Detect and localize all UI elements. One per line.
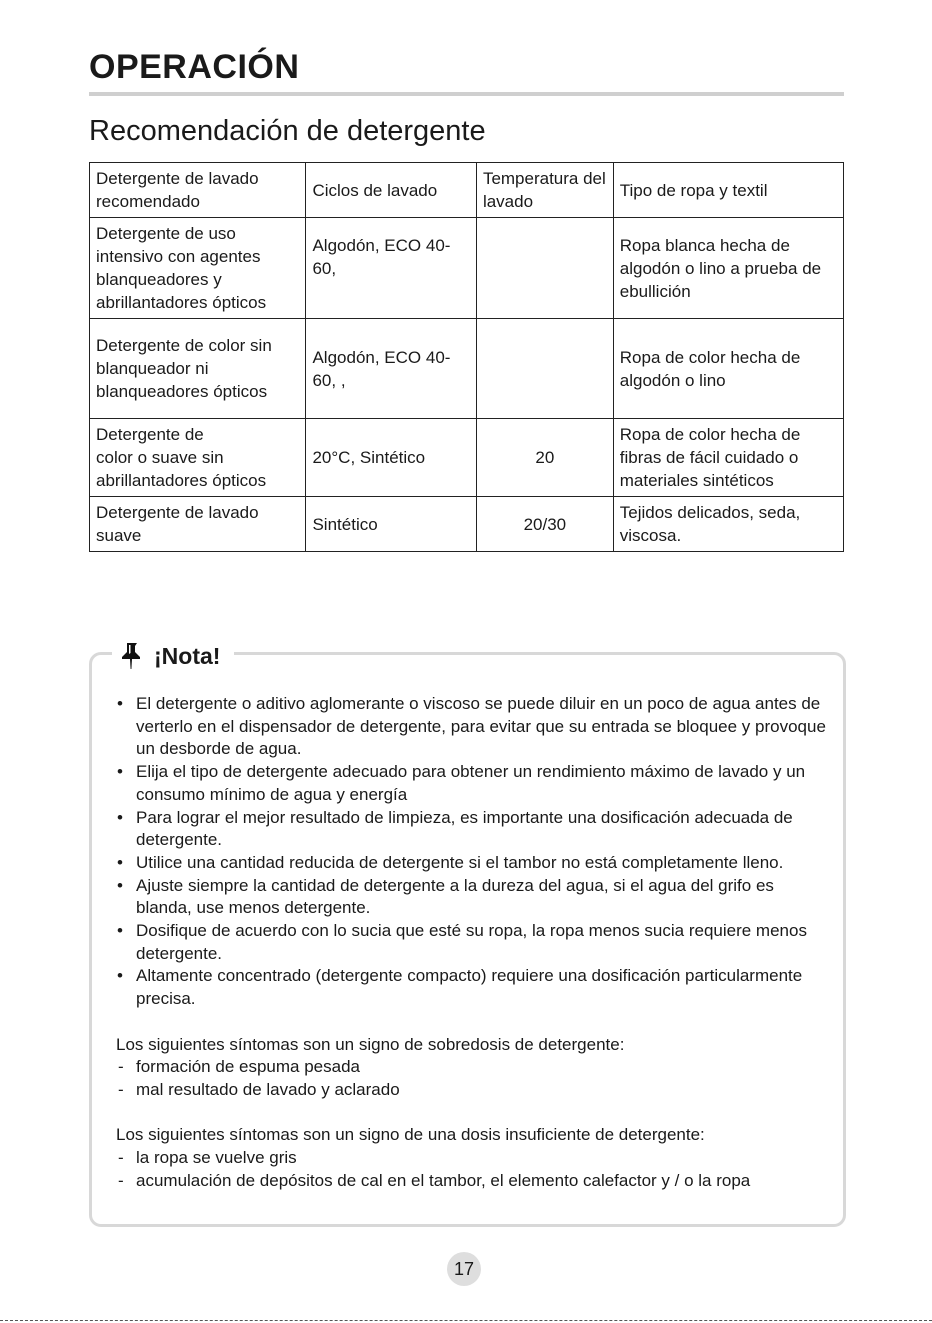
title-divider — [89, 92, 844, 96]
list-item: • Ajuste siempre la cantidad de detergente a la dureza del agua, si el agua del grifo es blanda, use menos detergente. — [116, 875, 828, 920]
note-title: ¡Nota! — [154, 642, 221, 669]
table-cell: Detergente de color o suave sin abrillantadores ópticos — [90, 419, 306, 497]
list-item: - la ropa se vuelve gris — [116, 1147, 828, 1170]
table-cell: 20/30 — [476, 497, 613, 552]
note-body — [116, 693, 828, 1192]
table-header-cell: Ciclos de lavado — [306, 163, 476, 218]
page-number: 17 — [447, 1252, 481, 1286]
list-item: - acumulación de depósitos de cal en el tambor, el elemento calefactor y / o la ropa — [116, 1170, 828, 1193]
table-cell: Algodón, ECO 40- 60, — [306, 218, 476, 319]
table-cell: Detergente de uso intensivo con agentes blanqueadores y abrillantadores ópticos — [90, 218, 306, 319]
table-cell: Sintético — [306, 497, 476, 552]
table-cell: Detergente de color sin blanqueador ni blanqueadores ópticos — [90, 319, 306, 419]
section-title: OPERACIÓN — [89, 48, 300, 86]
detergent-table — [89, 162, 844, 552]
page-bottom-divider — [0, 1320, 932, 1321]
table-cell: Detergente de lavado suave — [90, 497, 306, 552]
subtitle: Recomendación de detergente — [89, 115, 486, 147]
note-header — [112, 636, 234, 676]
table-cell: Ropa blanca hecha de algodón o lino a prueba de ebullición — [613, 218, 843, 319]
table-row — [90, 419, 844, 497]
table-row — [90, 497, 844, 552]
underdose-list — [116, 1147, 828, 1192]
table-cell: Ropa de color hecha de fibras de fácil cuidado o materiales sintéticos — [613, 419, 843, 497]
table-cell — [476, 319, 613, 419]
overdose-intro: Los siguientes síntomas son un signo de sobredosis de detergente: — [116, 1034, 625, 1054]
table-header-cell: Tipo de ropa y textil — [613, 163, 843, 218]
note-bullet-list — [116, 693, 828, 1011]
underdose-intro: Los siguientes síntomas son un signo de una dosis insuficiente de detergente: — [116, 1125, 705, 1145]
pushpin-icon — [118, 641, 144, 671]
list-item: • Utilice una cantidad reducida de detergente si el tambor no está completamente lleno. — [116, 852, 828, 875]
list-item: • El detergente o aditivo aglomerante o viscoso se puede diluir en un poco de agua antes de verterlo en el dispensador de detergente, para evitar que su entrada se bloquee y provoque un desborde de agua. — [116, 693, 828, 761]
table-cell — [476, 218, 613, 319]
table-row — [90, 319, 844, 419]
list-item: • Para lograr el mejor resultado de limpieza, es importante una dosificación adecuada de detergente. — [116, 807, 828, 852]
list-item: - mal resultado de lavado y aclarado — [116, 1079, 828, 1102]
table-header-cell: Detergente de lavado recomendado — [90, 163, 306, 218]
table-cell: 20°C, Sintético — [306, 419, 476, 497]
table-cell: 20 — [476, 419, 613, 497]
table-header-cell: Temperatura del lavado — [476, 163, 613, 218]
table-row — [90, 218, 844, 319]
table-cell: Algodón, ECO 40- 60, , — [306, 319, 476, 419]
list-item: • Elija el tipo de detergente adecuado para obtener un rendimiento máximo de lavado y un consumo mínimo de agua y energía — [116, 761, 828, 806]
table-header-row — [90, 163, 844, 218]
table-cell: Ropa de color hecha de algodón o lino — [613, 319, 843, 419]
list-item: • Altamente concentrado (detergente compacto) requiere una dosificación particularmente precisa. — [116, 965, 828, 1010]
table-cell: Tejidos delicados, seda, viscosa. — [613, 497, 843, 552]
list-item: • Dosifique de acuerdo con lo sucia que esté su ropa, la ropa menos sucia requiere menos detergente. — [116, 920, 828, 965]
list-item: - formación de espuma pesada — [116, 1056, 828, 1079]
overdose-list — [116, 1056, 828, 1101]
